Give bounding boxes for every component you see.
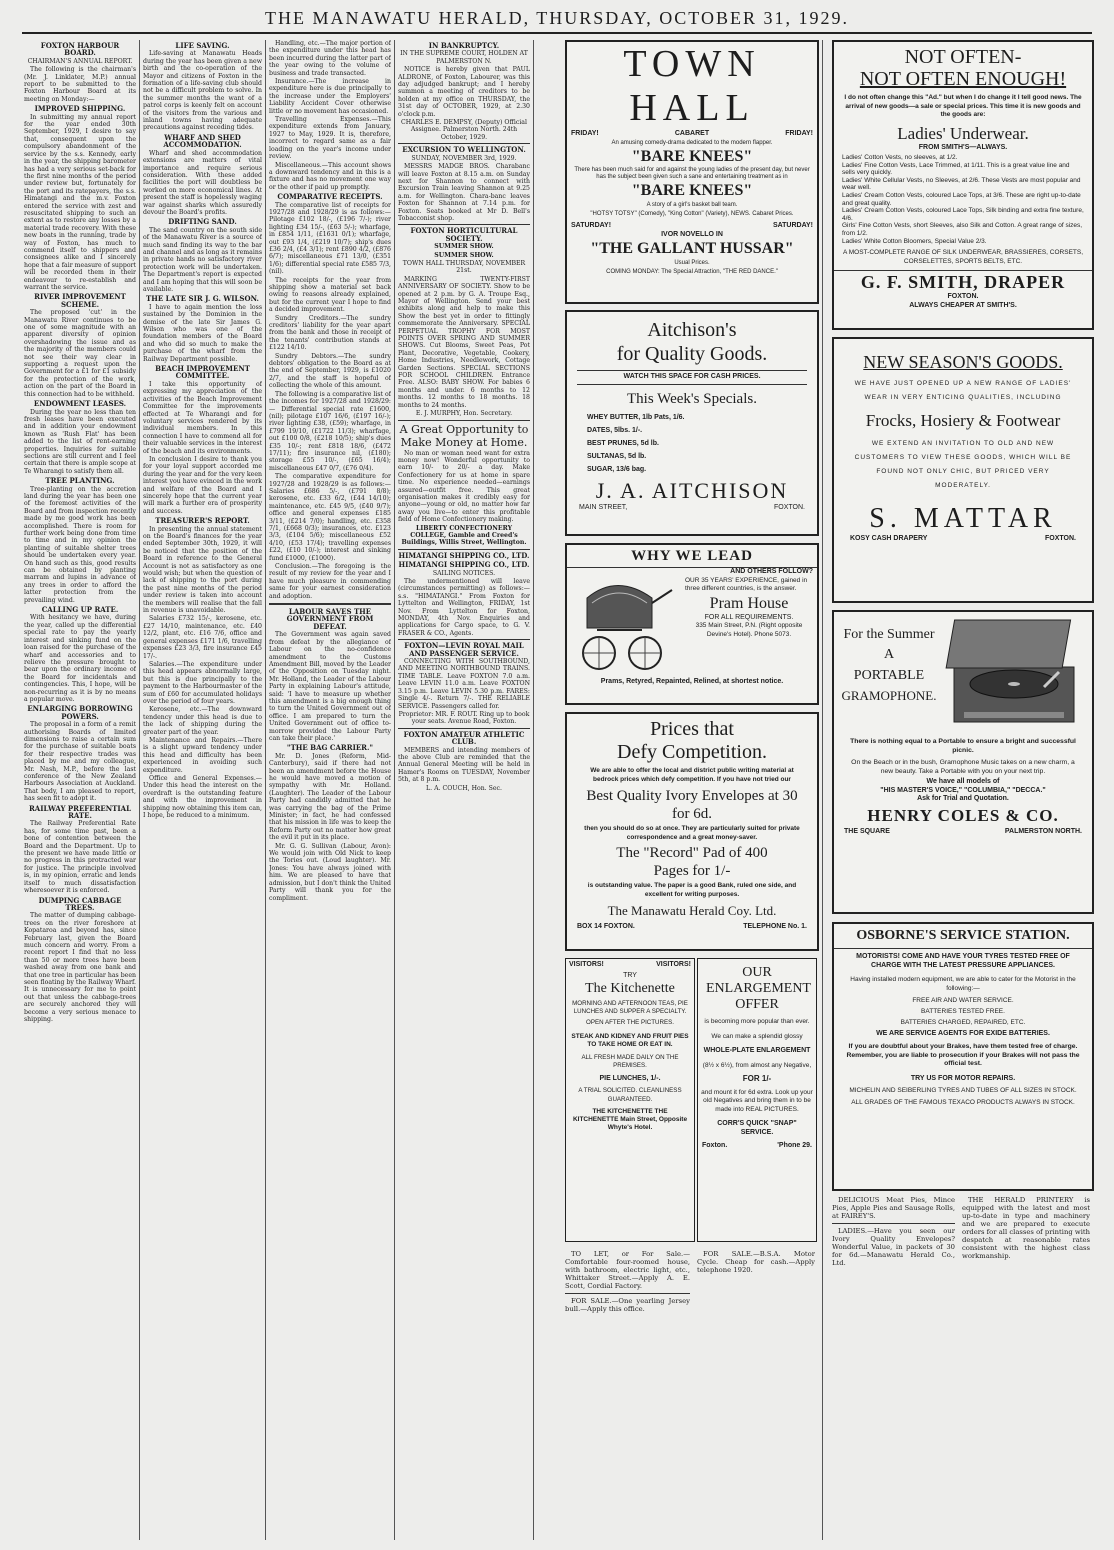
ad-text: 335 Main Street, P.N. (Right opposite Devine's Hotel). Phone 5073. — [695, 622, 803, 638]
paragraph: The proposed 'cut' in the Manawatu River continues to be one of some magnitude with an apparent diversity of opinion overshadowing the issue and as the majority of the members could not see their way clear in supporting a request upon the Government for a £1 for £1 subsidy for the protection of the work, action on the part of the Board in this connection had to be withheld. — [24, 309, 136, 398]
article-title: LABOUR SAVES THE GOVERNMENT FROM DEFEAT. — [286, 607, 374, 631]
ad-text: A story of a girl's basket ball team. — [646, 202, 738, 208]
classified-ads-left — [565, 1250, 690, 1540]
list-item: Ladies' Cotton Vests, no sleeves, at 1/2. — [842, 154, 958, 161]
paragraph: Handling, etc.—The major portion of the expenditure under this head has been incurred during the latter part of the year owing to the volume of business and trade transacted. — [269, 40, 391, 77]
price-item: SULTANAS, 5d lb. — [587, 452, 647, 460]
ad-text: KOSY CASH DRAPERY — [850, 535, 928, 542]
ad-text: TRY — [623, 971, 637, 979]
paragraph: Wharf and shed accommodation extensions are matters of vital importance and require serious consideration. With these added facilities the port will doubtless be worked on more economical lines. At present the staff is hopelessly waging war against sharks which assuredly devour the Board's profits. — [143, 149, 262, 216]
list-item: Ladies' White Cotton Bloomers, Special Value 2/3. — [842, 237, 987, 245]
column-divider — [533, 40, 534, 1540]
ad-title: for Quality Goods. — [616, 343, 768, 365]
paragraph: Salaries £732 15/-, kerosene, etc. £27 14/10, maintenance, etc. £40 12/2, plant, etc. £16 7/6, office and general expenses £171 1/6, travelling expenses £23 3/3, fire insurance £45 17/-. — [143, 615, 262, 660]
ad-text: IVOR NOVELLO IN — [661, 230, 723, 238]
ad-text: WE ARE SERVICE AGENTS FOR EXIDE BATTERIES. — [876, 1030, 1050, 1037]
price-item: SUGAR, 13/6 bag. — [587, 465, 647, 473]
classified-ad: THE HERALD PRINTERY is equipped with the latest and most up-to-date in type and machinery and we are prepared to execute orders for all classes of printing with despatch at reasonable rates consistent with the highest class workmanship. — [962, 1196, 1090, 1260]
ad-text: FRIDAY! — [571, 130, 599, 137]
ad-title: For the Summer — [843, 627, 935, 642]
list-item: Girls' Fine Cotton Vests, short Sleeves, also Silk and Cotton. A great range of sizes, from 1/2. — [842, 222, 1083, 237]
ad-text: There is nothing equal to a Portable to ensure a bright and successful picnic. — [850, 738, 1076, 754]
ad-text: is outstanding value. The paper is a good Bank, ruled one side, and excellent for writing purposes. — [587, 882, 797, 898]
ad-text: Ask for Trial and Quotation. — [917, 795, 1009, 802]
list-item: Ladies' Cream Cotton Vests, coloured Lace Tops, at 3/6. These are right up-to-date and great quality. — [842, 191, 1081, 207]
ad-text: COMING MONDAY: The Special Attraction, "THE RED DANCE." — [606, 268, 778, 275]
ad-osborne-service-station — [832, 922, 1094, 1191]
ad-text: "HOTSY TOTSY" (Comedy), "King Cotton" (Variety), NEWS. Cabaret Prices. — [590, 210, 794, 217]
paragraph: The undermentioned will leave (circumstances permitting) as follows:— s.s. "HIMATANGI." From Foxton for Lyttelton and Wellington, FRIDAY, 1st Nov. From Lyttelton for Foxton, MONDAY, 4th Nov. Enquiries and applications for Cargo space, to G. V. FRASER & CO., Agents. — [398, 578, 530, 637]
subhead: RAILWAY PREFERENTIAL RATE. — [28, 803, 131, 821]
paragraph: MEMBERS and intending members of the above Club are reminded that the Annual General Meeting will be held in Hamer's Rooms on TUESDAY, November 5th, at 8 p.m. — [398, 746, 530, 784]
ad-text: FRIDAY! — [785, 130, 813, 137]
subhead: ENLARGING BORROWING POWERS. — [27, 704, 133, 721]
ad-text: A MOST-COMPLETE RANGE OF SILK UNDERWEAR, BRASSIERES, CORSETS, CORSELETTES, SPORTS BELTS, ETC. — [842, 249, 1084, 265]
signature: CHARLES E. DEMPSY, (Deputy) Official Assignee. Palmerston North. 24th October, 1929. — [401, 119, 527, 141]
price-list — [567, 409, 817, 478]
paragraph: The Railway Preferential Rate has, for some time past, been a bone of contention between the Board and the Department. Up to the present we have made little or no progress in this protracted war for justice. The principle involved is, in my opinion, erratic and lends itself to much dissatisfaction wheresoever it is enforced. — [24, 820, 136, 895]
ad-text: I do not often change this "Ad." but when I do change it I tell good news. The arrival of new goods—a sale or special prices. This time it is new goods and the goods are: — [844, 94, 1082, 118]
ad-text: If you are doubtful about your Brakes, have them tested free of charge. Remember, you are liable to prosecution if your Brakes will not pass the official test. — [846, 1043, 1080, 1067]
ad-text: CABARET — [674, 130, 710, 137]
ad-subtitle: Frocks, Hosiery & Footwear — [865, 411, 1061, 430]
article-title: FOXTON HARBOUR BOARD. — [40, 41, 120, 58]
pram-illustration — [567, 568, 685, 678]
ad-text: and mount it for 6d extra. Look up your old Negatives and bring them in to be made into REAL PICTURES. — [701, 1088, 813, 1113]
classified-ad: LADIES.—Have you seen our Ivory Quality Envelopes? Wonderful Value, in packets of 30 for 6d.—Manawatu Herald Co., Ltd. — [832, 1227, 955, 1267]
paragraph: The proposal in a form of a remit authorising Boards of limited dimensions to raise a certain sum for the purchase of suitable boats for their respective trades was placed by me and my colleague, Mr. Nash, M.P., before the last conference of the New Zealand Harbours Association at Auckland. That body, I am pleased to report, has seen fit to adopt it. — [24, 721, 136, 803]
ad-text: ALL FRESH MADE DAILY ON THE PREMISES. — [581, 1053, 679, 1069]
paragraph: Sundry Creditors.—The sundry creditors' liability for the year apart from the bank and those in receipt of the tenants' contribution stands at £122 14/10. — [269, 314, 391, 352]
article-harbour-board — [24, 40, 136, 1545]
ad-text: THE KITCHENETTE THE KITCHENETTE Main Street, Opposite Whyte's Hotel. — [572, 1108, 688, 1131]
ad-text: MAIN STREET, — [579, 503, 628, 511]
paragraph: Mr. D. Jones (Reform, Mid-Canterbury), said if there had not been an amendment before the House he would have moved a motion of sympathy with Mr. Holland. (Laughter). The Leader of the Labour Party had candidly admitted that he was carrying the bag of the Prime Minister; in fact, he had confessed that his mission in life was to keep the Reform Party out no matter how great the evil it put in its place. — [269, 752, 391, 842]
ad-text: WE HAVE JUST OPENED UP A NEW RANGE OF LADIES' WEAR IN VERY ENTICING QUALITIES, INCLUDING — [854, 380, 1072, 401]
ad-business-name: HENRY COLES & CO. — [867, 805, 1059, 825]
ad-text: ALL GRADES OF THE FAMOUS TEXACO PRODUCTS ALWAYS IN STOCK. — [851, 1099, 1075, 1106]
ad-text: FOXTON. — [774, 503, 805, 511]
ad-title: NEW SEASON'S GOODS. — [863, 352, 1063, 372]
subhead: TREASURER'S REPORT. — [155, 516, 250, 526]
paragraph: Insurance.—The increase in expenditure here is due principally to the increase under the Employers' Liability Accident Cover otherwise little or no movement has occasioned. — [269, 78, 391, 115]
ad-enlargement-offer — [697, 958, 817, 1242]
ad-text: PALMERSTON NORTH. — [1004, 827, 1082, 835]
classified-ad: FOR SALE.—B.S.A. Motor Cycle. Cheap for cash.—Apply telephone 1920. — [697, 1250, 815, 1274]
paragraph: Tree-planting on the accretion land during the year has been one of the foremost activities of the Board and from inspection recently made by me good work has been accomplished. There is room for further work being done from time to time and in my opinion the planting of suitable shelter trees should be undertaken every year. On hand such as this, good results can be obtained by planting marram and lupins in advance of any trees in order to afford the latter protection from the prevailing wind. — [24, 485, 136, 604]
ad-text: SATURDAY! — [772, 222, 813, 229]
paragraph: Life-saving at Manawatu Heads during the year has been given a new birth and the co-operation of the Mayor and citizens of Foxton in the formation of a life-saving club should not be a difficult problem to solve. In the summer months the want of a patrol corps is keenly felt on account of the visitors from the various and inland towns having adequate precautions against receding tides. — [143, 50, 262, 132]
price-item: BEST PRUNES, 5d lb. — [587, 439, 659, 447]
notices-column — [398, 40, 530, 1545]
paragraph: Sundry Debtors.—The sundry debtors' obligation to the Board as at the end of September, 1929, is £1020 2/7, and the staff is hopeful of collecting the whole of this amount. — [269, 352, 391, 390]
ad-title: GRAMOPHONE. — [841, 688, 937, 703]
subhead: COMPARATIVE RECEIPTS. — [277, 192, 383, 202]
paragraph: The following is the chairman's (Mr. J. Linklater, M.P.) annual report to be submitted to the Foxton Harbour Board at its meeting on Monday:— — [24, 66, 136, 103]
subhead: DUMPING CABBAGE TREES. — [38, 895, 122, 912]
ad-business-name: J. A. AITCHISON — [595, 477, 789, 503]
article-subtitle: CHAIRMAN'S ANNUAL REPORT. — [27, 57, 133, 65]
notice-title: HIMATANGI SHIPPING CO., LTD. — [398, 560, 530, 570]
ad-text: FOR ALL REQUIREMENTS. — [704, 613, 794, 621]
ad-subtitle: Ladies' Underwear. — [897, 123, 1029, 143]
ad-text: An amusing comedy-drama dedicated to the modern flapper. — [611, 139, 773, 146]
ad-text: MORNING AND AFTERNOON TEAS, PIE LUNCHES AND SUPPER A SPECIALTY. — [572, 1000, 688, 1015]
paragraph: The comparative expenditure for 1927/28 and 1928/29 is as follows:— Salaries £686 5/-, (£791 8/8); kerosene, etc. £33 6/2, (£44 14/10); maintenance, etc. £45 9/5, (£40 9/7); office and general expenses £185 3/11, (£214 7/0); handling, etc. £358 7/1, (£668 0/3); insurances, etc. £123 3/3, (£104 5/6); miscellaneous £52 4/10, (£53 17/4); travelling expenses £22, (£10 10/-); interest and sinking fund £1000, (£1000). — [269, 473, 391, 562]
ad-text: We are able to offer the local and district public writing material at bedrock prices which defy competition. If you have not tried our — [590, 767, 794, 783]
ad-text: WHOLE-PLATE ENLARGEMENT — [703, 1047, 811, 1054]
paragraph: The receipts for the year from shipping show a material set back owing to reasons already explained, but for the current year I hope to find a decided improvement. — [269, 276, 391, 314]
paragraph: MARKING TWENTY-FIRST ANNIVERSARY OF SOCIETY. Show to be opened at 2 p.m. by G. A. Troupe Esq., Mayor of Wellington. Send your best exhibits along and help to make this Show the best yet in order to fittingly commemorate the Anniversary. SPECIAL PERPETUAL TROPHY FOR MOST POINTS OVER SPRING AND SUMMER SHOWS. Cut Blooms, Sweet Peas, Pot Plant, Decorative, Vegetable, Cookery, Home Industries, Needlework, Cottage Garden Sections. SPECIAL SECTIONS FOR SCHOOL CHILDREN. Entrance Free. ALSO: BABY SHOW. For babies 6 months and under. 6 months to 12 months. 12 months to 18 months. 18 months to 24 months. — [398, 275, 530, 409]
ad-text: We can make a splendid glossy — [711, 1032, 803, 1040]
notice-title: FOXTON—LEVIN ROYAL MAIL AND PASSENGER SERVICE. — [404, 641, 524, 658]
ad-text: BATTERIES TESTED FREE. — [921, 1008, 1005, 1015]
classified-ads-right-b — [962, 1196, 1090, 1536]
ad-text: MICHELIN AND SEIBERLING TYRES AND TUBES OF ALL SIZES IN STOCK. — [849, 1086, 1077, 1094]
column-divider — [394, 40, 395, 1540]
ad-text: We have all models of — [926, 778, 1000, 785]
ad-text: A TRIAL SOLICITED. CLEANLINESS GUARANTEED. — [578, 1087, 682, 1103]
ad-title: TOWN HALL — [623, 43, 761, 129]
column-divider — [265, 40, 266, 1540]
notice-title: EXCURSION TO WELLINGTON. — [402, 145, 526, 155]
paragraph: Conclusion.—The foregoing is the result of my review for the year and I have much pleasure in commending same for your earnest consideration and adoption. — [269, 563, 391, 600]
notice-title: FOXTON AMATEUR ATHLETIC CLUB. — [403, 729, 525, 747]
ad-text: On the Beach or in the bush, Gramophone Music takes on a new charm, a new beauty. Take a Portable with you on your next trip. — [851, 759, 1075, 775]
ad-manawatu-herald-stationery — [565, 712, 819, 951]
ad-text: Usual Prices. — [674, 260, 710, 266]
ad-text: TRY US FOR MOTOR REPAIRS. — [910, 1074, 1016, 1082]
paragraph: Kerosene, etc.—The downward tendency under this head is due to the lack of shipping during the greater part of the year. — [143, 706, 262, 736]
ad-aitchison — [565, 310, 819, 536]
ad-subtitle: The "Record" Pad of 400 Pages for 1/- — [616, 845, 768, 879]
ad-text: FOXTON. — [947, 293, 979, 301]
ad-pram-house — [565, 543, 819, 705]
ad-business-name: Pram House — [709, 594, 789, 612]
ad-text: MOTORISTS! COME AND HAVE YOUR TYRES TESTED FREE OF CHARGE WITH THE LATEST PRESSURE APPLIANCES. — [856, 953, 1070, 969]
paragraph: Maintenance and Repairs.—There is a slight upward tendency under this head and difficulty has been experienced in avoiding such expenditure. — [143, 736, 262, 774]
ad-title: OSBORNE'S SERVICE STATION. — [834, 924, 1092, 949]
paragraph: I have to again mention the loss sustained by the Dominion in the demise of the late Sir James G. Wilson who was one of the foundation members of the Board and who did so much to make the purchase of the wharf from the Railway Department possible. — [143, 303, 262, 363]
signature: E. J. MURPHY, Hon. Secretary. — [415, 410, 513, 418]
paragraph: In submitting my annual report for the year ended 30th September, 1929, I desire to say that, consequent upon the compulsory abandonment of the service by the s.s. Kennedy, early in the year, the shipping barometer has had a very serious set-back for the first nine months of the period under review but, fortunately for the port and its ratepayers, the s.s. Himatangi and the m.v. Foxton entered the service with zest and resuscitated shipping to such an extent as to restore any losses by a material trade recovery. With these new boats in the running, trade by way of Foxton, has much to commend itself to shippers and consignees alike and I sincerely hope that a fair measure of support will be recorded them in their endeavour to re-establish and warrant the service. — [24, 113, 136, 291]
subhead: LIFE SAVING. — [175, 41, 230, 50]
subhead: "THE BAG CARRIER." — [286, 743, 374, 753]
classified-ads-right — [697, 1250, 815, 1540]
price-item: WHEY BUTTER, 1lb Pats, 1/6. — [587, 413, 685, 421]
ad-text: SATURDAY! — [571, 222, 612, 229]
ad-text: FROM SMITH'S—ALWAYS. — [918, 143, 1008, 151]
paragraph: With hesitancy we have, during the year, called up the differential special rate to pay the yearly interest and sinking fund on the loan raised for the purchase of the wharf and accessories and to relieve the pressure brought to bear upon the ordinary income of the Board for incidentals and contingencies. This, I hope, will be non-recurring as it is by no means a popular move. — [24, 614, 136, 703]
ad-text: BOX 14 FOXTON. — [577, 923, 635, 930]
gramophone-illustration — [944, 612, 1088, 732]
ad-text: AND OTHERS FOLLOW? — [730, 568, 813, 575]
paragraph: Office and General Expenses.—Under this head the interest on the overdraft is the outstanding feature and with the improvement in shipping now obtaining this item can, I hope, be reduced to a minimum. — [143, 775, 262, 820]
subhead: WHARF AND SHED ACCOMMODATION. — [163, 132, 242, 150]
ad-title: WHY WE LEAD — [567, 545, 817, 568]
ad-text: Foxton. — [702, 1142, 728, 1149]
ad-text: CORR'S QUICK "SNAP" SERVICE. — [717, 1120, 797, 1136]
ad-text: BATTERIES CHARGED, REPAIRED, ETC. — [900, 1019, 1026, 1026]
notice-title: IN BANKRUPTCY. — [428, 41, 500, 50]
ad-film-title: "THE GALLANT HUSSAR" — [590, 240, 794, 257]
subhead: THE LATE SIR J. G. WILSON. — [146, 294, 259, 304]
list-item: Ladies' Cream Cotton Vests, coloured Lace Tops, Silk binding and extra fine texture, 4/6. — [842, 207, 1084, 222]
paragraph: I take this opportunity of expressing my appreciation of the activities of the Beach Improvement Committee for the improvements effected at Te Wharangi and for voluntary services rendered by its individual members. In this connection I have to commend all for their valuable services in the interest of the beach and its environments. — [143, 380, 262, 455]
paragraph: CONNECTING WITH SOUTHBOUND, AND MEETING NORTHBOUND TRAINS. TIME TABLE. Leave FOXTON 7.0 a.m. Leave LEVIN 11.0 a.m. Leave FOXTON 3.15 p.m. Leave LEVIN 5.30 p.m. FARES: Single 4/-. Return 7/-. THE RELIABLE SERVICE. Passengers called for. — [398, 658, 530, 710]
paragraph: Salaries.—The expenditure under this head appears abnormally large, but this is due principally to the payment to the Harbourmaster of the sum of £60 for accumulated holidays over the period of four years. — [143, 660, 262, 705]
ad-text: is becoming more popular than ever. — [704, 1018, 810, 1025]
ad-text: then you should do so at once. They are particularly suited for private correspondence and a great money-saver. — [584, 825, 800, 841]
notice-subtitle: SAILING NOTICES. — [432, 569, 496, 577]
ad-text: OPEN AFTER THE PICTURES. — [586, 1019, 674, 1026]
ad-text: WE EXTEND AN INVITATION TO OLD AND NEW CUSTOMERS TO VIEW THESE GOODS, WHICH WILL BE FOUND NOT ONLY CHIC, BUT PRICED VERY MODERATELY. — [854, 440, 1072, 489]
article-harbour-continued — [143, 40, 262, 1545]
paragraph: The following is a comparative list of the incomes for 1927/28 and 1928/29:— Differential special rate £1600, (nil); pilotage £107 16/6, (£197 16/-); river lighting £38, (£59); wharfage, in £799 19/10, (£1722 11/3); wharfage, out £100 0/8, (£218 10/5); ship's dues £35 10/-; rent £818 18/6, (£472 17/11); fire insurance nil, (£180); storage £55 10/-, (£65 16/4); miscellaneous £47 0/7, (£76 0/4). — [269, 390, 391, 472]
subhead: CALLING UP RATE. — [41, 605, 119, 615]
notice-title: A Great Opportunity to Make Money at Home. — [399, 422, 529, 449]
ad-business-name: The Manawatu Herald Coy. Ltd. — [607, 903, 777, 918]
notice-title: FOXTON HORTICULTURAL SOCIETY. — [410, 226, 518, 243]
signature: LIBERTY CONFECTIONERY COLLEGE, Gamble and Creed's Buildings, Willis Street, Wellington. — [401, 524, 527, 547]
masthead-rule — [22, 32, 1092, 34]
notice-subtitle: SUMMER SHOW. — [434, 243, 494, 251]
notice-subtitle: TOWN HALL THURSDAY, NOVEMBER 21st. — [402, 259, 526, 275]
ad-text: (8½ x 6½), from almost any Negative, — [702, 1061, 812, 1069]
subhead: DRIFTING SAND. — [168, 217, 237, 227]
ad-text: FOR 1/- — [742, 1074, 772, 1083]
paragraph: Travelling Expenses.—This expenditure extends from January, 1927 to May, 1929. It is, therefore, incorrect to regard same as a fair loading on the year's income under review. — [269, 116, 391, 161]
ad-text: Having installed modern equipment, we are able to cater for the Motorist in the following:— — [850, 976, 1076, 992]
paragraph: The matter of dumping cabbage-trees on the river foreshore at Kopataroa and beyond has, since February last, given the Board much concern and worry. From a recent report I find that no less than 50 or more trees have been washed away from one bank and that one tree in particular has been seen floating by the Railway Wharf. It is unnecessary for me to point out that unless the cabbage-trees are securely anchored they will become a very serious menace to shipping. — [24, 912, 136, 1023]
ad-text: FREE AIR AND WATER SERVICE. — [912, 997, 1014, 1004]
article-treasurer-labour — [269, 40, 391, 1545]
ad-text: OUR 35 YEARS' EXPERIENCE, gained in three different countries, is the answer. — [685, 576, 808, 592]
classified-ads-right-a — [832, 1196, 955, 1536]
ad-subtitle: Best Quality Ivory Envelopes at 30 for 6d. — [586, 788, 798, 822]
gramophone-icon — [944, 612, 1088, 732]
notice-title: HIMATANGI SHIPPING CO., LTD. — [398, 550, 530, 560]
paragraph: Mr. G. G. Sullivan (Labour, Avon): We would join with Old Nick to keep the Tories out. (Loud laughter). Mr. Jones: You have always joined with him. We are pleased to have that admission, but I don't think the United Party will thank you for the compliment. — [269, 842, 391, 902]
paragraph: In conclusion I desire to thank you for your loyal support accorded me during the year and for the very keen interest you have evinced in the work and welfare of the Board and I sincerely hope that the current year will mark a further era of prosperity and success. — [143, 455, 262, 515]
paragraph: No man or woman need want for extra money now! Wonderful opportunity to earn 10/- to 20/- a day. Make Confectionery for us at home in spare time. No experience needed—earnings assured—outfit free. This great organisation makes it credibly easy for anyone—young or old, no matter how far away you live—to enter this profitable field of Home Confectionery making. — [398, 449, 530, 524]
ad-business-name: The Kitchenette — [585, 981, 675, 996]
paragraph: The sand country on the south side of the Manawatu River is a source of much sand finding its way to the bar and channel and as long as it remains in private hands no satisfactory river protection work will be undertaken. The Department's report is expected and I am hoping that this will soon be available. — [143, 226, 262, 293]
signature: Proprietor: MR. F. ROUT. Ring up to book your seats. Avenue Road, Foxton. — [398, 710, 530, 726]
ad-title: Defy Competition. — [617, 741, 767, 763]
ad-business-name: S. MATTAR — [869, 503, 1057, 534]
ad-film-title: "BARE KNEES" — [631, 182, 753, 199]
ad-town-hall — [565, 40, 819, 304]
column-divider — [139, 40, 140, 1540]
ad-text: Prams, Retyred, Repainted, Relined, at shortest notice. — [600, 678, 784, 685]
ad-text: VISITORS! — [569, 961, 604, 968]
ad-text: PIE LUNCHES, 1/-. — [599, 1074, 661, 1082]
ad-title: A — [883, 647, 895, 662]
ad-text: "HIS MASTER'S VOICE," "COLUMBIA," "DECCA." — [880, 786, 1046, 794]
ad-title: Prices that — [650, 718, 734, 740]
ad-film-title: "BARE KNEES" — [631, 148, 753, 165]
ad-text: WATCH THIS SPACE FOR CASH PRICES. — [577, 370, 807, 385]
ad-title: Aitchison's — [647, 319, 737, 341]
column-divider — [822, 40, 823, 1540]
ad-title: NOT OFTEN ENOUGH! — [859, 68, 1067, 90]
pram-icon — [567, 568, 685, 678]
ad-text: VISITORS! — [656, 961, 691, 968]
ad-text: THE SQUARE — [844, 827, 890, 835]
classified-ad: DELICIOUS Meat Pies, Mince Pies, Apple Pies and Sausage Rolls, at FAIREY'S. — [832, 1196, 955, 1220]
subhead: IMPROVED SHIPPING. — [34, 104, 126, 114]
signature: L. A. COUCH, Hon. Sec. — [426, 784, 502, 792]
paragraph: MESSRS MADGE BROS. Charabanc will leave Foxton at 8.15 a.m. on Sunday next for Shannon to connect with Excursion Train leaving Shannon at 9.25 a.m. for Wellington. Chara-banc leaves Foxton for Shannon at 7.14 p.m. for Foxton. Seats booked at Mr D. Bell's Tobacconist shop. — [398, 163, 530, 222]
item-list — [834, 152, 1092, 247]
ad-title: PORTABLE — [853, 668, 925, 683]
ad-s-mattar — [832, 337, 1094, 603]
ad-title: NOT OFTEN- — [904, 46, 1022, 68]
notice-subtitle: SUMMER SHOW. — [434, 251, 494, 259]
classified-ad: FOR SALE.—One yearling Jersey bull.—Apply this office. — [565, 1297, 690, 1313]
paragraph: NOTICE is hereby given that PAUL ALDRONE, of Foxton, Labourer, was this day adjudged bankrupt; and I hereby summon a meeting of creditors to be holden at my office on THURSDAY, the 31st day of OCTOBER, 1929, at 2.30 o'clock p.m. — [398, 66, 530, 118]
ad-title: OUR ENLARGEMENT OFFER — [706, 965, 811, 1012]
ad-text: FOXTON. — [1045, 535, 1076, 542]
ad-text: 'Phone 29. — [777, 1142, 812, 1149]
subhead: ENDOWMENT LEASES. — [33, 399, 127, 409]
paragraph: In presenting the annual statement on the Board's finances for the year ended September 30th, 1929, it will be noticed that the position of the Board in reference to the General Account is not as satisfactory as one would wish; but when the question of lack of shipping to the port during the past nine months of the period under review is taken into account the members will realise that the fall in revenue is unavoidable. — [143, 525, 262, 615]
paragraph: During the year no less than ten fresh leases have been executed and in addition your endowment known as 'Rush Flat' has been added to the list of rent-earning properties. Inquiries for suitable sections are still current and I feel certain that there is ample scope at Te Wharangi to satisfy them all. — [24, 408, 136, 475]
ad-henry-coles-gramophone — [832, 610, 1094, 914]
ad-subtitle: This Week's Specials. — [627, 390, 757, 407]
paragraph: The Government was again saved from defeat by the allegiance of Labour on the no-confidence amendment to the Customs Amendment Bill, moved by the Leader of the Opposition on Tuesday night. Mr. Holland, the Leader of the Labour Party in explaining Labour's attitude, said: 'I have to measure up whether this amendment is a big enough thing to turn the United Government out of office. I am prepared to turn the United Government out of office to-morrow provided the Labour Party can take their place.' — [269, 631, 391, 742]
ad-text: ALWAYS CHEAPER AT SMITH'S. — [909, 301, 1017, 309]
paragraph: Miscellaneous.—This account shows a downward tendency and in this is a fixture and has no movement one way or the other if paid up promptly. — [269, 161, 391, 191]
list-item: Ladies' White Cellular Vests, no Sleeves, at 2/6. These Vests are most popular and wear well. — [842, 176, 1081, 192]
masthead: THE MANAWATU HERALD, THURSDAY, OCTOBER 31, 1929. — [265, 8, 849, 28]
subhead: TREE PLANTING. — [45, 476, 115, 486]
ad-business-name: G. F. SMITH, DRAPER — [834, 270, 1092, 293]
ad-text: TELEPHONE No. 1. — [743, 923, 807, 930]
ad-kitchenette — [565, 958, 695, 1242]
subhead: RIVER IMPROVEMENT SCHEME. — [34, 292, 126, 309]
paragraph: The comparative list of receipts for 1927/28 and 1928/29 is as follows:— Pilotage £102 18/-, (£196 7/-); river lighting £34 15/-, (£63 5/-); wharfage, in £854 1/11, (£1631 0/1); wharfage, out £93 1/4, (£219 10/7); ship's dues £36 2/4, (£4 3/1); rent £890 4/2, (£876 6/7); miscellaneous £71 13/0, (£351 1/6); differential special rate £585 7/3, (nil). — [269, 201, 391, 276]
list-item: Ladies' Fine Cotton Vests, Lace Trimmed, at 1/11. This is a great value line and sells very quickly. — [842, 161, 1070, 177]
notice-subtitle: SUNDAY, NOVEMBER 3rd, 1929. — [411, 154, 517, 162]
ad-gf-smith — [832, 40, 1094, 330]
price-item: DATES, 5lbs. 1/-. — [587, 426, 643, 434]
subhead: BEACH IMPROVEMENT COMMITTEE. — [155, 364, 250, 381]
notice-subtitle: IN THE SUPREME COURT, HOLDEN AT PALMERSTON N. — [400, 50, 528, 65]
ad-text: There has been much said for and against the young ladies of the present day, but never has the subject been given such a sane and entertaining treatment as in — [574, 167, 810, 180]
classified-ad: TO LET, or For Sale.—Comfortable four-roomed house, with bathroom, electric light, etc., Whittaker Street.—Apply A. E. Scott, Cordial Factory. — [565, 1250, 690, 1290]
ad-text: STEAK AND KIDNEY AND FRUIT PIES TO TAKE HOME OR EAT IN. — [571, 1032, 689, 1048]
